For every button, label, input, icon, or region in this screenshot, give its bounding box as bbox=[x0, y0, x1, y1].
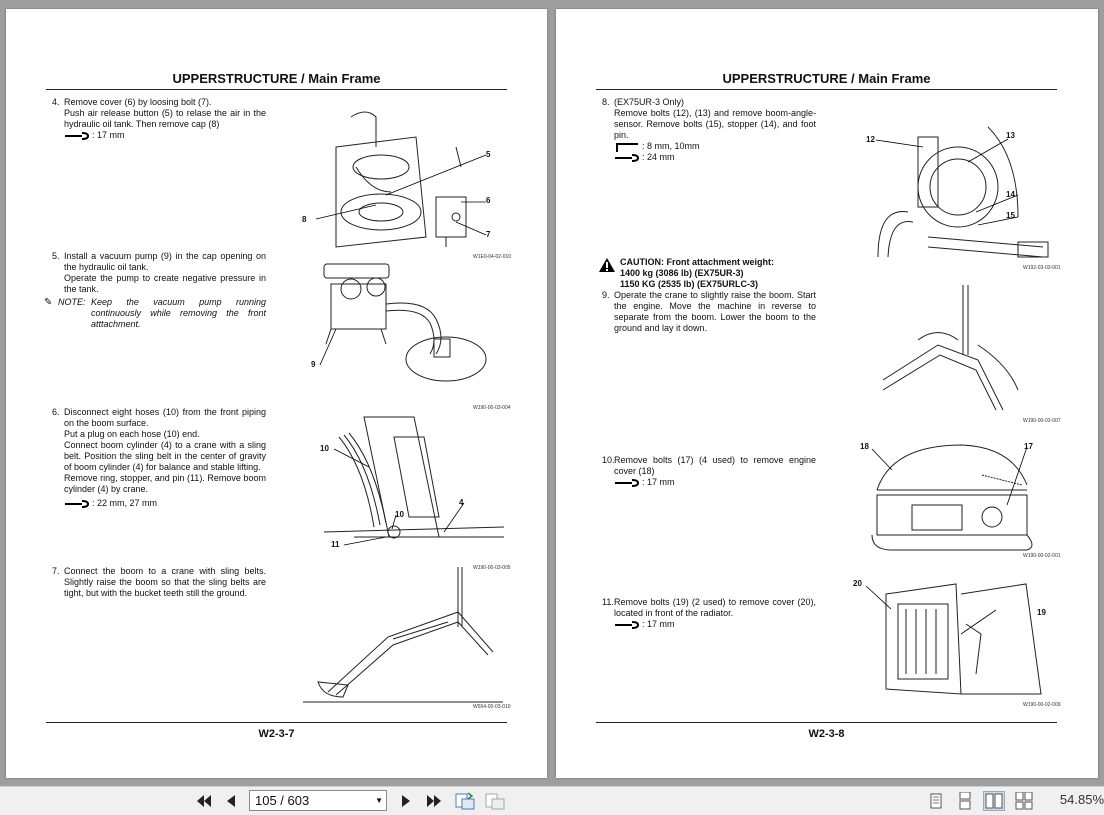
step-10: 10. Remove bolts (17) (4 used) to remove engine cover (18) : 17 mm bbox=[602, 455, 816, 487]
warning-icon bbox=[598, 257, 616, 273]
chevron-down-icon[interactable]: ▼ bbox=[375, 796, 383, 805]
step-5: 5. Install a vacuum pump (9) in the cap opening on the hydraulic oil tank. Operate the pump to create negative pressure in the tank. ✎ NOTE: Keep the vacuum pump running continuously while removing the front atttachment. bbox=[44, 251, 266, 329]
figure-engine-cover bbox=[862, 435, 1062, 560]
callout-8: 8 bbox=[302, 215, 307, 224]
step-9: 9. Operate the crane to slightly raise the boom. Start the engine. Move the machine in reverse to separate from the boom. Lower the boom to the ground and lay it down. bbox=[602, 290, 816, 333]
first-page-icon bbox=[195, 793, 213, 809]
tool-spec: : 17 mm bbox=[64, 130, 266, 141]
hex-key-icon bbox=[614, 142, 640, 152]
figure-id: W190-00-02-009 bbox=[1023, 702, 1061, 708]
figure-id: W192-03-03-001 bbox=[1023, 265, 1061, 271]
figure-boom-hoses bbox=[324, 407, 509, 565]
figure-id: W190-00-03-007 bbox=[1023, 418, 1061, 424]
header-rule bbox=[46, 89, 507, 90]
callout-14: 14 bbox=[1006, 190, 1015, 199]
prev-page-icon bbox=[225, 793, 237, 809]
callout-6: 6 bbox=[486, 196, 491, 205]
wrench-icon bbox=[614, 154, 640, 162]
last-page-icon bbox=[425, 793, 443, 809]
figure-id: W1E0-04-02-010 bbox=[473, 254, 512, 260]
footer-rule bbox=[596, 722, 1057, 723]
single-page-icon bbox=[929, 793, 943, 809]
figure-hydraulic-tank bbox=[296, 107, 511, 249]
tool-spec-hex: : 8 mm, 10mm bbox=[614, 141, 816, 152]
callout-5: 5 bbox=[486, 150, 491, 159]
callout-10b: 10 bbox=[395, 510, 404, 519]
next-page-button[interactable] bbox=[397, 791, 415, 811]
figure-raise-boom bbox=[878, 285, 1058, 425]
callout-18: 18 bbox=[860, 442, 869, 451]
page-header: UPPERSTRUCTURE / Main Frame bbox=[172, 71, 381, 86]
step-6: 6. Disconnect eight hoses (10) from the front piping on the boom surface. Put a plug on each hose (10) end. Connect boom cylinder (4) to a crane with a sling belt. Position the sling belt in the center of gravity of boom cylinder (4) for balance and stable lifting. Remove ring, stopper, and pin (11). Remove boom cylinder (4) by crane. : 22 mm, 27 mm bbox=[52, 407, 266, 508]
wrench-icon bbox=[614, 621, 640, 629]
figure-radiator-cover bbox=[866, 574, 1056, 699]
left-page bbox=[6, 9, 547, 778]
rotate-icon bbox=[454, 791, 476, 811]
callout-19: 19 bbox=[1037, 608, 1046, 617]
pencil-icon: ✎ bbox=[44, 297, 53, 308]
wrench-icon bbox=[64, 132, 90, 140]
two-page-continuous-view-button[interactable] bbox=[1013, 791, 1035, 811]
wrench-icon bbox=[64, 500, 90, 508]
caution-box: CAUTION: Front attachment weight: 1400 kg (3086 lb) (EX75UR-3) 1150 KG (2535 lb) (EX75URLC-3) bbox=[598, 257, 774, 290]
page-number-field[interactable]: 105 / 603 ▼ bbox=[249, 790, 387, 811]
callout-7: 7 bbox=[486, 230, 491, 239]
callout-4: 4 bbox=[459, 498, 464, 507]
figure-vacuum-pump bbox=[306, 259, 506, 407]
two-page-icon bbox=[985, 793, 1003, 809]
figure-id: W190-00-02-001 bbox=[1023, 553, 1061, 559]
callout-17: 17 bbox=[1024, 442, 1033, 451]
rotate-alt-button[interactable] bbox=[483, 791, 507, 811]
last-page-button[interactable] bbox=[423, 791, 445, 811]
continuous-view-button[interactable] bbox=[954, 791, 976, 811]
step-8: 8. (EX75UR-3 Only) Remove bolts (12), (13) and remove boom-angle-sensor. Remove bolts (15), stopper (14), and foot pin. : 8 mm, 10mm : 24 mm bbox=[602, 97, 816, 162]
navigation-toolbar bbox=[0, 786, 1104, 815]
step-4: 4. Remove cover (6) by loosing bolt (7). Push air release button (5) to relase the air in the hydraulic oil tank. Then remove cap (8) : 17 mm bbox=[52, 97, 266, 140]
footer-rule bbox=[46, 722, 507, 723]
figure-boom-angle-sensor bbox=[868, 117, 1063, 262]
right-page bbox=[556, 9, 1098, 778]
prev-page-button[interactable] bbox=[222, 791, 240, 811]
callout-10: 10 bbox=[320, 444, 329, 453]
figure-id: W190-00-03-004 bbox=[473, 405, 511, 411]
wrench-icon bbox=[614, 479, 640, 487]
two-page-continuous-icon bbox=[1015, 792, 1033, 810]
page-footer: W2-3-7 bbox=[258, 728, 295, 740]
callout-15: 15 bbox=[1006, 211, 1015, 220]
tool-spec: : 22 mm, 27 mm bbox=[64, 498, 266, 509]
zoom-level[interactable]: 54.85% bbox=[1059, 792, 1104, 807]
callout-9: 9 bbox=[311, 360, 316, 369]
step-7: 7. Connect the boom to a crane with sling belts. Slightly raise the boom so that the sling belts are tight, but with the bucket teeth still the ground. bbox=[52, 566, 266, 598]
callout-13: 13 bbox=[1006, 131, 1015, 140]
callout-20: 20 bbox=[853, 579, 862, 588]
two-page-view-button[interactable] bbox=[983, 791, 1005, 811]
tool-spec: : 17 mm bbox=[614, 477, 816, 488]
note: ✎ NOTE: Keep the vacuum pump running continuously while removing the front atttachment. bbox=[44, 297, 266, 329]
tool-spec: : 17 mm bbox=[614, 619, 816, 630]
page-footer: W2-3-8 bbox=[808, 728, 845, 740]
page-header: UPPERSTRUCTURE / Main Frame bbox=[722, 71, 931, 86]
figure-id: W554-00-03-010 bbox=[473, 704, 511, 710]
single-page-view-button[interactable] bbox=[925, 791, 947, 811]
rotate-button[interactable] bbox=[453, 791, 477, 811]
callout-12: 12 bbox=[866, 135, 875, 144]
tool-spec: : 24 mm bbox=[614, 152, 816, 163]
header-rule bbox=[596, 89, 1057, 90]
step-11: 11. Remove bolts (19) (2 used) to remove cover (20), located in front of the radiator. : 17 mm bbox=[602, 597, 816, 629]
first-page-button[interactable] bbox=[193, 791, 215, 811]
figure-boom-crane bbox=[298, 567, 510, 707]
next-page-icon bbox=[400, 793, 412, 809]
continuous-icon bbox=[958, 792, 972, 810]
figure-id: W190-00-03-005 bbox=[473, 565, 511, 571]
callout-11: 11 bbox=[331, 540, 340, 549]
rotate-alt-icon bbox=[484, 791, 506, 811]
